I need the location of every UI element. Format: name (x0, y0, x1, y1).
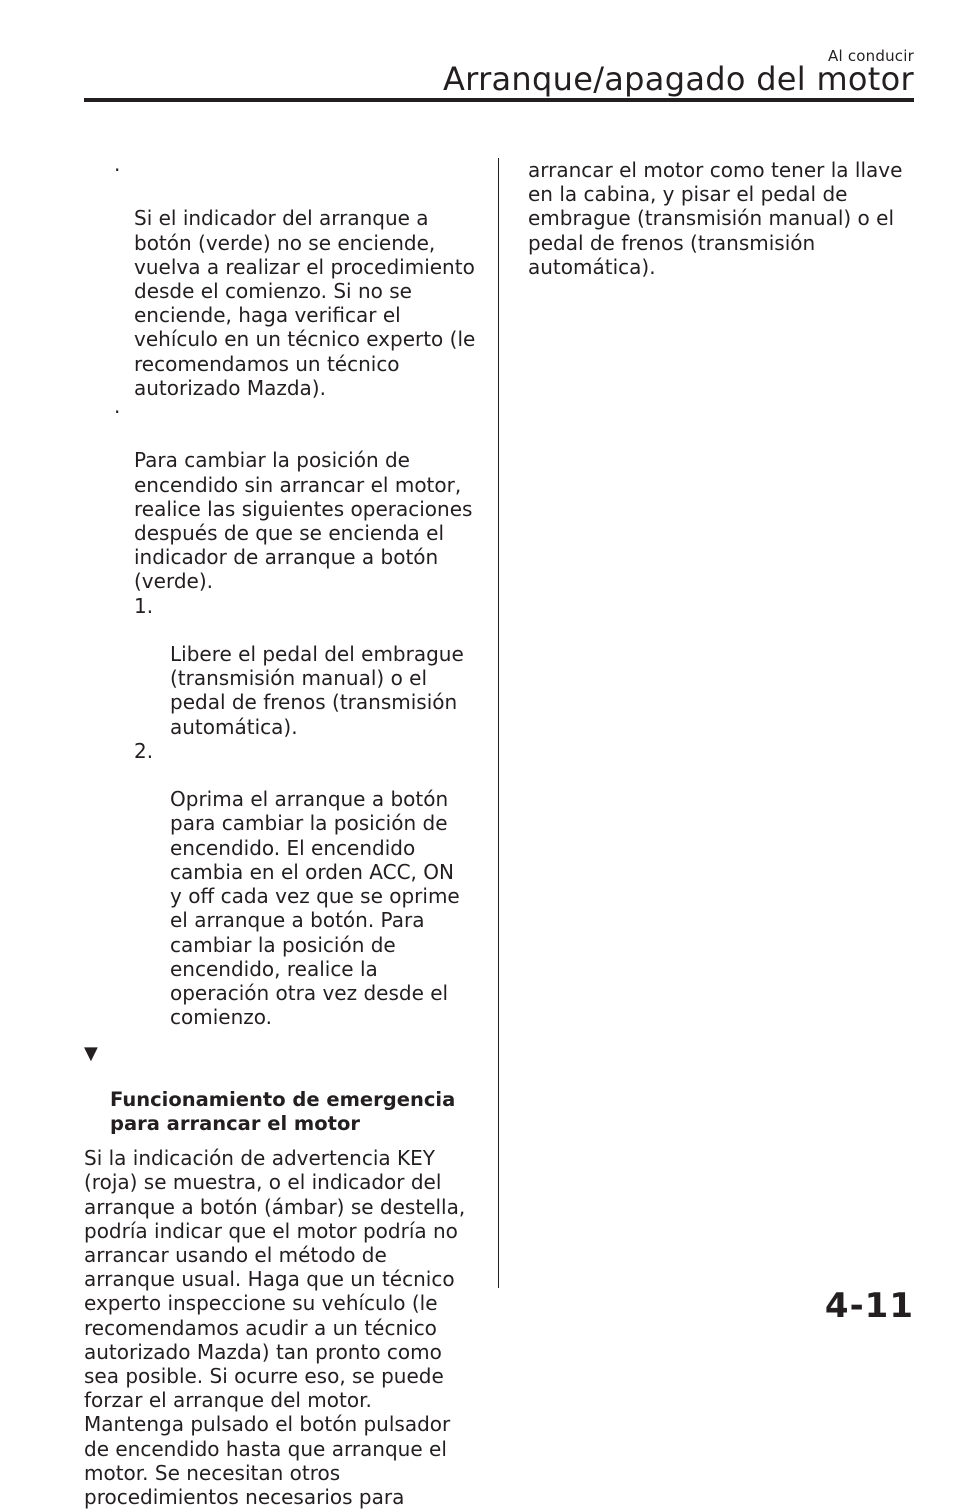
body-paragraph: Si la indicación de advertencia KEY (roja) se muestra, o el indicador del arranque a botón (ámbar) se destella, podría indicar que el motor podría no arrancar usando el método de arranque usual. Haga que un técnico experto inspeccione su vehículo (le recomendamos acudir a un técnico autorizado Mazda) tan pronto como sea posible. Si ocurre eso, se puede forzar el arranque del motor. Mantenga pulsado el botón pulsador de encendido hasta que arranque el motor. Se necesitan otros procedimientos necesarios para (84, 1146, 466, 1509)
step-text: Libere el pedal del embrague (transmisión manual) o el pedal de frenos (transmisión automática). (170, 642, 464, 739)
left-column (84, 158, 480, 1509)
bullet-item (84, 158, 480, 400)
triangle-down-icon: ▼ (84, 1043, 98, 1065)
step-number: 2. (134, 738, 154, 763)
step-item (84, 739, 480, 1029)
section-label: Al conducir (828, 47, 914, 65)
step-item (84, 594, 480, 739)
page-number: 4-11 (824, 1286, 914, 1326)
column-divider (498, 158, 499, 1288)
step-number: 1. (134, 593, 154, 618)
header-rule (84, 98, 914, 102)
bullet-text: Si el indicador del arranque a botón (verde) no se enciende, vuelva a realizar el procedimiento desde el comienzo. Si no se enciende, haga verificar el vehículo en un técnico experto (le recomendamos un técnico autorizado Mazda). (134, 206, 476, 400)
bullet-item (84, 400, 480, 594)
page-title: Arranque/apagado del motor (442, 60, 914, 98)
section-heading-text: Funcionamiento de emergencia para arrancar el motor (110, 1087, 456, 1135)
step-text: Oprima el arranque a botón para cambiar la posición de encendido. El encendido cambia en el orden ACC, ON y off cada vez que se oprime el arranque a botón. Para cambiar la posición de encendido, realice la operación otra vez desde el comienzo. (170, 787, 460, 1030)
body-paragraph-continued: arrancar el motor como tener la llave en la cabina, y pisar el pedal de embrague (transmisión manual) o el pedal de frenos (transmisión automática). (528, 158, 903, 279)
bullet-dot-icon: · (114, 158, 121, 182)
section-heading (84, 1039, 480, 1136)
right-column (528, 158, 914, 279)
bullet-text: Para cambiar la posición de encendido sin arrancar el motor, realice las siguientes operaciones después de que se encienda el indicador de arranque a botón (verde). (134, 448, 473, 594)
bullet-dot-icon: · (114, 400, 121, 425)
